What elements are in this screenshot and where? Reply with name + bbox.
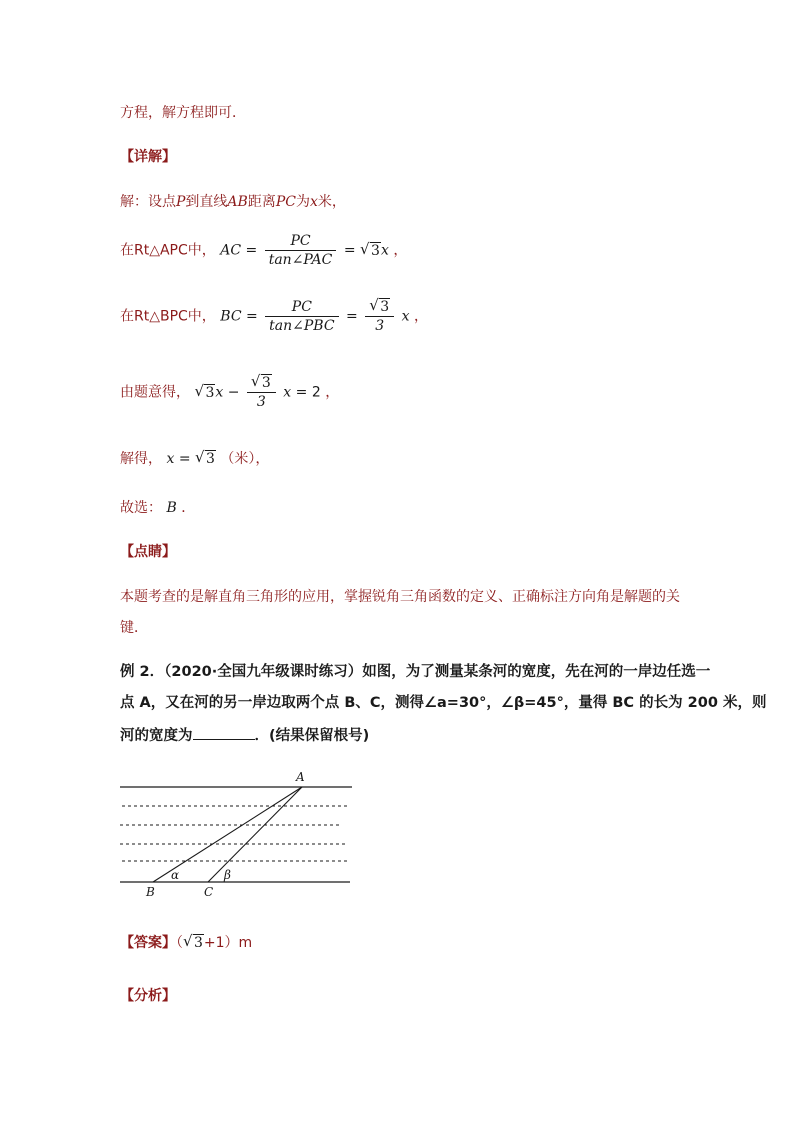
var-x: x xyxy=(309,194,318,210)
var-ab: AB xyxy=(227,194,248,210)
prefix: 在Rt△APC中， xyxy=(120,242,216,259)
denominator: 3 xyxy=(375,318,385,334)
denominator: tan∠PBC xyxy=(269,318,335,334)
denominator: 3 xyxy=(256,394,266,410)
solution-line-5: 解得， x = √ 3 （米）， xyxy=(120,450,269,468)
numerator: PC xyxy=(265,232,337,251)
answer-line xyxy=(120,934,252,952)
var-x: x xyxy=(283,384,292,401)
label-a: A xyxy=(296,770,305,784)
sqrt xyxy=(183,934,204,952)
end: ， xyxy=(413,308,428,325)
lhs-ac: AC xyxy=(220,242,242,259)
text: 解：设点 xyxy=(120,194,176,210)
example-line-2: 点 A，又在河的另一岸边取两个点 B、C，测得∠a=30°，∠β=45°，量得 BC 的长为 200 米，则 xyxy=(120,695,767,711)
lhs-bc: BC xyxy=(220,308,242,325)
unit: （米）， xyxy=(220,451,270,467)
var-pc: PC xyxy=(275,194,296,210)
label-c: C xyxy=(204,885,214,899)
radicand: 3 xyxy=(261,375,271,391)
end: ， xyxy=(325,384,340,401)
text: 米， xyxy=(317,194,346,210)
text: 距离 xyxy=(247,194,276,210)
var-x: x xyxy=(166,451,175,467)
prefix: 解得， xyxy=(120,451,162,467)
intro-line: 方程，解方程即可． xyxy=(120,105,246,121)
numerator: PC xyxy=(265,298,338,317)
example-line-1: 例 2．（2020·全国九年级课时练习）如图，为了测量某条河的宽度，先在河的一岸边任选一 xyxy=(120,664,711,680)
var-p: P xyxy=(176,194,186,210)
text: 河的宽度为 xyxy=(120,728,193,744)
comment-heading: 【点睛】 xyxy=(120,544,176,560)
rhs: 2 xyxy=(311,384,321,401)
text: ．(结果保留根号) xyxy=(254,728,370,744)
answer-rest: +1）m xyxy=(203,935,253,951)
comment-line-1: 本题考查的是解直角三角形的应用，掌握锐角三角函数的定义、正确标注方向角是解题的关 xyxy=(120,589,680,605)
text: 到直线 xyxy=(185,194,228,210)
line-ac xyxy=(208,787,302,882)
solution-line-2: 在Rt△APC中， AC = $\frac{PC}{\text{tan∠PAC}}$ = √ 3x ， xyxy=(120,232,407,269)
radicand: 3 xyxy=(206,451,215,467)
prefix: 故选： xyxy=(120,500,162,516)
answer-open: （ xyxy=(176,935,183,951)
end: ． xyxy=(181,500,196,516)
answer-heading: 【答案】 xyxy=(120,935,176,951)
prefix: 在Rt△BPC中， xyxy=(120,308,216,325)
label-beta: β xyxy=(224,868,231,882)
radicand: 3 xyxy=(371,242,380,259)
radicand: 3 xyxy=(205,384,215,401)
prefix: 由题意得， xyxy=(120,384,190,401)
solution-line-4: 由题意得， √ 3x − √ $\frac{3}{3}$ x = 2 ， xyxy=(120,374,339,411)
denominator: tan∠PAC xyxy=(268,252,333,268)
solution-line-3: 在Rt△BPC中， BC = $\frac{PC}{\text{tan∠PBC}}$ = √ $\frac{3}{3}$ x ， xyxy=(120,298,428,335)
detail-heading: 【详解】 xyxy=(120,149,176,165)
text: 为 xyxy=(295,194,310,210)
var-x: x xyxy=(215,384,224,401)
radicand: 3 xyxy=(194,935,203,951)
comment-line-2: 键． xyxy=(120,620,148,636)
analysis-heading: 【分析】 xyxy=(120,988,176,1004)
end: ， xyxy=(393,242,408,259)
var-x: x xyxy=(380,242,389,259)
label-alpha: α xyxy=(171,868,180,882)
var-x: x xyxy=(401,308,410,325)
radicand: 3 xyxy=(380,299,390,315)
label-b: B xyxy=(146,885,155,899)
choice: B xyxy=(166,500,177,516)
